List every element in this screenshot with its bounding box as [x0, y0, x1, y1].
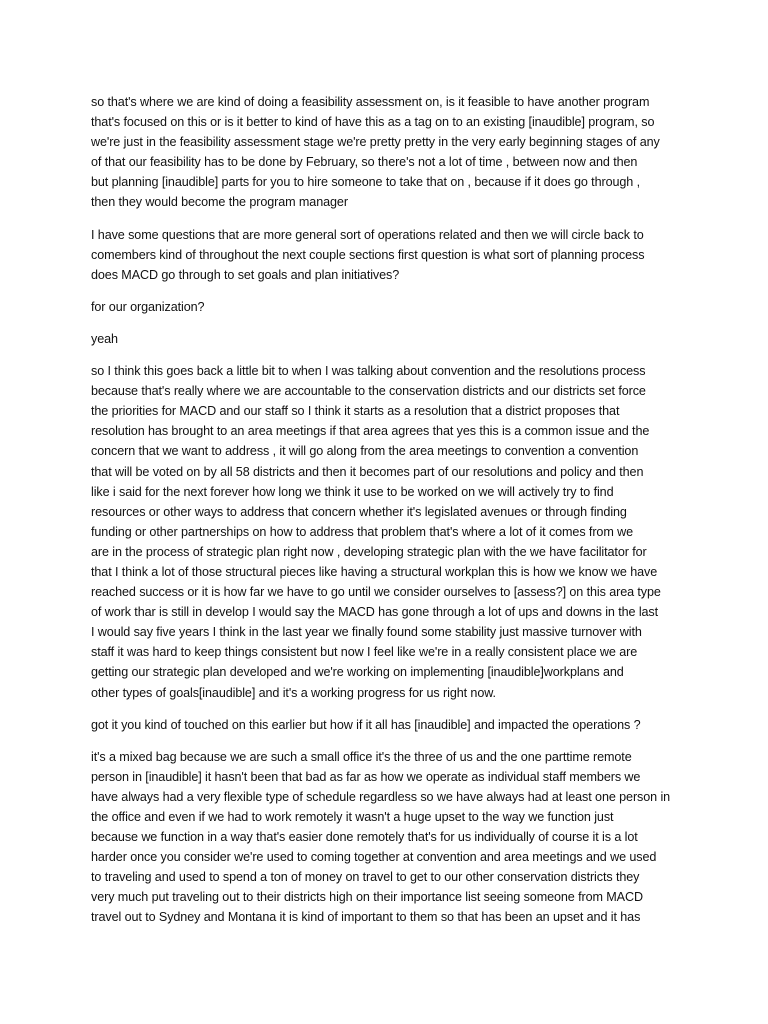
- transcript-line: to traveling and used to spend a ton of money on travel to get to our other conservation districts they: [91, 870, 640, 885]
- transcript-line: travel out to Sydney and Montana it is kind of important to them so that has been an upset and it has: [91, 910, 641, 925]
- transcript-line: of work thar is still in develop I would say the MACD has gone through a lot of ups and downs in the last: [91, 605, 659, 620]
- transcript-line: but planning [inaudible] parts for you to hire someone to take that on , because if it does go through ,: [91, 175, 640, 190]
- transcript-line: that's focused on this or is it better to kind of have this as a tag on to an existing [inaudible] program, so: [91, 115, 655, 130]
- transcript-line: harder once you consider we're used to coming together at convention and area meetings and we used: [91, 850, 657, 865]
- transcript-line: then they would become the program manager: [91, 195, 348, 210]
- transcript-line: I would say five years I think in the last year we finally found some stability just massive turnover with: [91, 625, 642, 640]
- transcript-line: the priorities for MACD and our staff so I think it starts as a resolution that a district proposes that: [91, 404, 620, 419]
- transcript-paragraph: [91, 361, 668, 703]
- transcript-paragraph: [91, 225, 668, 285]
- transcript-line: person in [inaudible] it hasn't been that bad as far as how we operate as individual staff members we: [91, 769, 641, 784]
- transcript-line: that I think a lot of those structural pieces like having a structural workplan this is how we know we have: [91, 564, 658, 579]
- transcript-line: funding or other partnerships on how to address that problem that's where a lot of it comes from we: [91, 524, 634, 539]
- transcript-line: yeah: [91, 331, 118, 346]
- transcript-line: so I think this goes back a little bit to when I was talking about convention and the resolutions process: [91, 364, 646, 379]
- transcript-line: that will be voted on by all 58 districts and then it becomes part of our resolutions and policy and then: [91, 464, 644, 479]
- transcript-line: got it you kind of touched on this earlier but how if it all has [inaudible] and impacted the operations ?: [91, 717, 641, 732]
- transcript-line: so that's where we are kind of doing a feasibility assessment on, is it feasible to have another program: [91, 95, 650, 109]
- transcript-line: the office and even if we had to work remotely it wasn't a huge upset to the way we function just: [91, 810, 614, 824]
- transcript-line: for our organization?: [91, 299, 205, 314]
- transcript-line: reached success or it is how far we have to go until we consider ourselves to [assess?] on this area type: [91, 585, 661, 600]
- transcript-line: because that's really where we are accountable to the conservation districts and our districts set force: [91, 384, 646, 399]
- transcript-line: we're just in the feasibility assessment stage we're pretty pretty in the very early beginning stages of any: [91, 135, 660, 150]
- transcript-line: of that our feasibility has to be done by February, so there's not a lot of time , between now and then: [91, 155, 638, 170]
- transcript-line: it's a mixed bag because we are such a small office it's the three of us and the one parttime remote: [91, 749, 632, 764]
- transcript-line: have always had a very flexible type of schedule regardless so we have always had at least one person in: [91, 789, 671, 804]
- transcript-paragraph: [91, 92, 668, 213]
- transcript-line: very much put traveling out to their districts high on their importance list seeing someone from MACD: [91, 890, 643, 905]
- transcript-line: resources or other ways to address that concern whether it's legislated avenues or through finding: [91, 504, 627, 519]
- transcript-paragraph: [91, 329, 668, 349]
- transcript-body: [91, 92, 671, 928]
- transcript-paragraph: [91, 715, 668, 735]
- transcript-line: I have some questions that are more general sort of operations related and then we will circle back to: [91, 227, 644, 242]
- transcript-line: getting our strategic plan developed and we're working on implementing [inaudible]workplans and: [91, 665, 624, 680]
- transcript-line: like i said for the next forever how long we think it use to be worked on we will actively try to find: [91, 484, 614, 499]
- transcript-line: are in the process of strategic plan right now , developing strategic plan with the we have facilitator for: [91, 544, 647, 559]
- transcript-line: resolution has brought to an area meetings if that area agrees that yes this is a common issue and the: [91, 424, 650, 439]
- transcript-line: staff it was hard to keep things consistent but now I feel like we're in a really consistent place we are: [91, 645, 638, 660]
- transcript-line: because we function in a way that's easier done remotely that's for us individually of course it is a lot: [91, 830, 638, 845]
- transcript-paragraph: [91, 297, 668, 317]
- transcript-paragraph: [91, 747, 671, 928]
- transcript-line: does MACD go through to set goals and plan initiatives?: [91, 267, 400, 282]
- transcript-line: comembers kind of throughout the next couple sections first question is what sort of planning process: [91, 247, 645, 262]
- transcript-line: other types of goals[inaudible] and it's a working progress for us right now.: [91, 685, 496, 700]
- transcript-line: concern that we want to address , it will go along from the area meetings to convention a convention: [91, 444, 639, 459]
